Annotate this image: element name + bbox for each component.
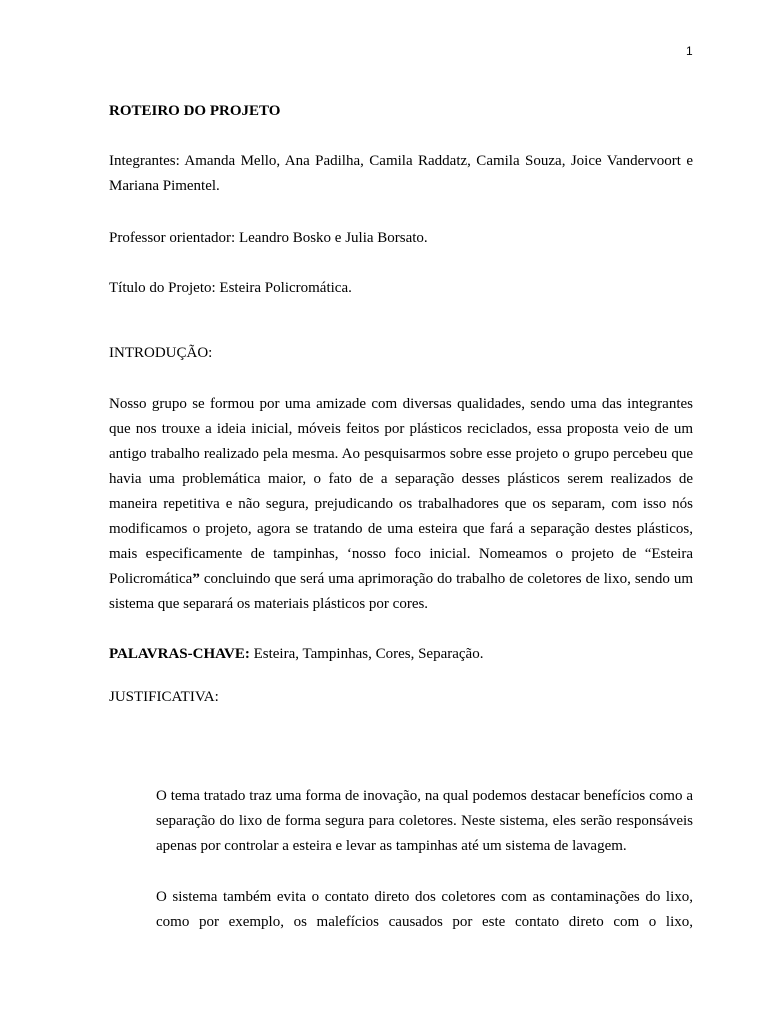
palavras-chave-value: Esteira, Tampinhas, Cores, Separação. bbox=[249, 646, 484, 662]
document-title: ROTEIRO DO PROJETO bbox=[109, 103, 281, 119]
justificativa-paragraph-1: O tema tratado traz uma forma de inovação, na qual podemos destacar benefícios como a separação do lixo de forma segura para coletores. Neste sistema, eles serão responsáveis apenas por controlar a esteira e levar as tampinhas até um sistema de lavagem. bbox=[156, 788, 693, 854]
justificativa-heading: JUSTIFICATIVA: bbox=[109, 689, 219, 705]
integrantes-line: Integrantes: Amanda Mello, Ana Padilha, Camila Raddatz, Camila Souza, Joice Vandervoort e Mariana Pimentel. bbox=[109, 153, 693, 194]
introducao-paragraph bbox=[109, 392, 693, 617]
page-number: 1 bbox=[686, 44, 693, 58]
justificativa-paragraph-2: O sistema também evita o contato direto dos coletores com as contaminações do lixo, como por exemplo, os malefícios causados por este contato direto com o lixo, bbox=[156, 889, 693, 930]
introducao-closing-quote: ” bbox=[192, 571, 200, 587]
project-title-line: Título do Projeto: Esteira Policromática. bbox=[109, 280, 352, 296]
palavras-chave-label: PALAVRAS-CHAVE: bbox=[109, 646, 250, 662]
professor-line: Professor orientador: Leandro Bosko e Julia Borsato. bbox=[109, 230, 428, 246]
palavras-chave-line bbox=[109, 642, 693, 667]
introducao-heading: INTRODUÇÃO: bbox=[109, 345, 213, 361]
introducao-paragraph-part2: concluindo que será uma aprimoração do trabalho de coletores de lixo, sendo um sistema que separará os materiais plásticos por cores. bbox=[109, 571, 693, 612]
introducao-paragraph-part1: Nosso grupo se formou por uma amizade com diversas qualidades, sendo uma das integrantes que nos trouxe a ideia inicial, móveis feitos por plásticos reciclados, essa proposta veio de um antigo trabalho realizado pela mesma. Ao pesquisarmos sobre esse projeto o grupo percebeu que havia uma problemática maior, o fato de a separação desses plásticos serem realizados de maneira repetitiva e não segura, prejudicando os trabalhadores que os separam, com isso nós modificamos o projeto, agora se tratando de uma esteira que fará a separação destes plásticos, mais especificamente de tampinhas, ‘nosso foco inicial. Nomeamos o projeto de “Esteira Policromática bbox=[109, 396, 693, 587]
